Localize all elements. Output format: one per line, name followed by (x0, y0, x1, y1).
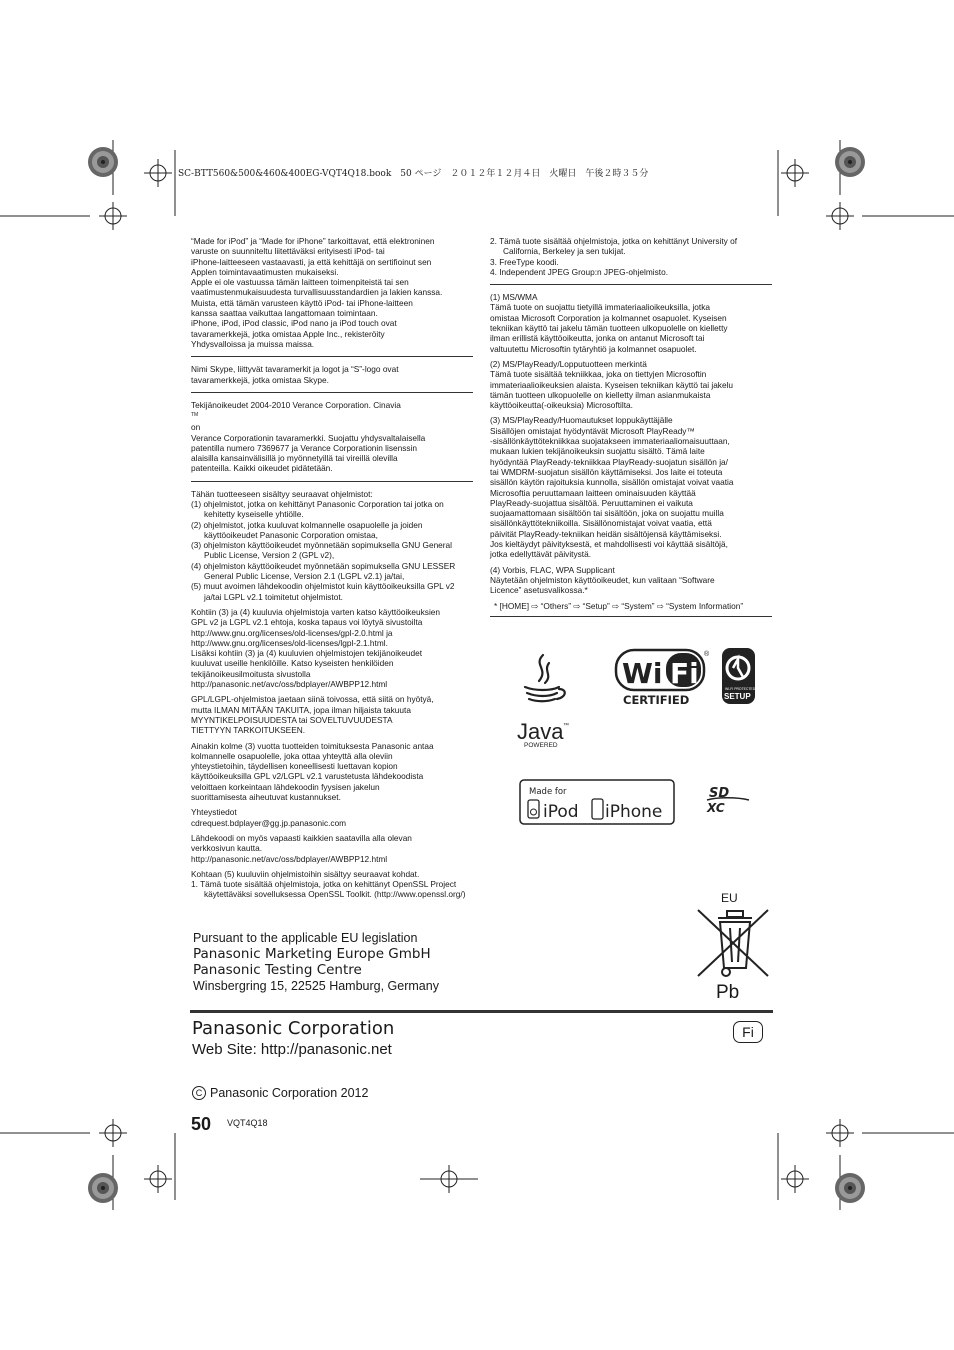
crosshair-icon (826, 202, 854, 230)
model-code: VQT4Q18 (227, 1118, 268, 1128)
footer-divider (190, 1010, 773, 1013)
free-source-notice: Lähdekoodi on myös vapaasti kaikkien saatavilla alla olevan verkkosivun kautta. http://panasonic.net/avc/oss/bdplayer/AWBPP12.html (191, 832, 412, 864)
svg-text:iPod: iPod (543, 802, 579, 822)
item5-intro: Kohtaan (5) kuuluviin ohjelmistoihin sisältyy seuraavat kohdat. (191, 868, 420, 879)
source-code-notice: Ainakin kolme (3) vuotta tuotteiden toimituksesta Panasonic antaa kolmannelle osapuolelle, joka ottaa yhteyttä alla oleviin yhteystietoihin, täydellisen koneellisesti luettavan kopion käyttöoikeuksilla GPL v2/LGPL v2.1 varustetusta lähdekoodista veloittaen korkeintaan lähdekoodin fyysisen jakelun suorittamisesta aiheutuvat kustannukset. (191, 740, 434, 803)
svg-text:Wi: Wi (622, 657, 663, 690)
section-divider (191, 356, 473, 357)
list-item: 4. Independent JPEG Group:n JPEG-ohjelmisto. (490, 266, 669, 277)
wps-setup-logo (720, 646, 760, 708)
list-item: 3. FreeType koodi. (490, 256, 559, 267)
sunburst-target-icon (88, 1173, 118, 1203)
skype-notice: Nimi Skype, liittyvät tavaramerkit ja logot ja “S”-logo ovat tavaramerkkejä, jotka omistaa Skype. (191, 364, 399, 385)
made-for-ipod-iphone-logo (518, 778, 678, 828)
weee-pb-label: Pb (716, 982, 740, 1003)
contact-info: Yhteystiedot cdrequest.bdplayer@gg.jp.panasonic.com (191, 807, 347, 828)
section-divider (191, 481, 473, 482)
language-badge: Fi (733, 1021, 763, 1043)
wifi-certified-logo (614, 646, 714, 710)
svg-text:Java: Java (517, 719, 564, 744)
crosshair-icon (144, 159, 172, 187)
item5-list-continued (490, 236, 772, 277)
svg-text:iPhone: iPhone (605, 802, 663, 822)
section-divider (191, 392, 473, 393)
playready-enduser-notice: (3) MS/PlayReady/Huomautukset loppukäyttäjälle Sisällöjen omistajat hyödyntävät Microsoft PlayReady™ -sisällönkäyttötekniikkaa suojatakseen immateriaaliomaisuuttaan, mukaan lukien tekijänoikeuksin suojattu sisältö. Tämä laite hyödyntää PlayReady-tekniikkaa PlayReady-suojatun sisällön ja/ tai WMDRM-suojatun sisällön käyttämiseksi. Jos laite ei toteuta sisällön käytön rajoituksia kunnolla, sisällön omistajat voivat vaatia Microsoftia peruuttamaan laitteen ominaisuuden käyttää PlayReady-suojattua sisältöä. Peruuttaminen ei vaikuta suojaamattomaan sisältöön tai sisältöön, joka on suojattu muilla sisällönkäyttötekniikoilla. Sisällönomistajat voivat vaatia, että päivität PlayReady-tekniikan heidän sisältöjensä käyttämiseksi. Jos kieltäydyt päivityksestä, et mahdollisesti voi käyttää sisältöjä, jotka edellyttävät päivitystä. (490, 415, 734, 560)
weee-eu-label: EU (721, 891, 738, 905)
section-divider (490, 284, 772, 285)
corporation-name: Panasonic Corporation (192, 1018, 395, 1039)
gpl-notice: Kohtiin (3) ja (4) kuuluvia ohjelmistoja varten katso käyttöoikeuksien GPL v2 ja LGPL v2.1 ehtoja, koska tapaus voi löytyä sivustoilta http://www.gnu.org/licenses/old-licenses/gpl-2.0.html ja http://www.gnu.org/licenses/old-licenses/lgpl-2.1.html. Lisäksi kohtiin (3) ja (4) kuuluvien ohjelmistojen tekijänoikeudet kuuluvat useille henkilöille. Katso kyseisten henkilöiden tekijänoikeusilmoitusta sivustolla http://panasonic.net/avc/oss/bdplayer/AWBPP12.html (191, 606, 441, 690)
section-divider (490, 616, 772, 617)
svg-text:Fi: Fi (670, 657, 699, 690)
svg-text:®: ® (704, 651, 710, 658)
page-number: 50 (191, 1114, 212, 1134)
svg-text:Made for: Made for (529, 787, 567, 797)
crossed-bin-icon (694, 906, 774, 984)
sunburst-target-icon (88, 147, 118, 177)
crosshair-icon (826, 1119, 854, 1147)
cinavia-notice: Tekijänoikeudet 2004-2010 Verance Corporation. Cinavia ™ on Verance Corporationin tavaramerkki. Suojattu yhdysvaltalaisella patentilla numero 7369677 ja Verance Corporationin lisenssin alaisilla kansainvälisillä jo myönnetyillä tai vireillä olevilla patenteilla. Kaikki oikeudet pidätetään. (191, 399, 426, 474)
java-logo (513, 651, 573, 751)
vorbis-notice: (4) Vorbis, FLAC, WPA Supplicant Näytetään ohjelmiston käyttöoikeudet, kun valitaan “Software Licence” asetusvalikossa.* (490, 564, 715, 596)
item5-list (191, 879, 473, 900)
svg-text:POWERED: POWERED (524, 742, 558, 749)
crosshair-icon (99, 202, 127, 230)
eu-representative: Pursuant to the applicable EU legislation Panasonic Marketing Europe GmbH Panasonic Testing Centre Winsbergring 15, 22525 Hamburg, Germany (193, 931, 439, 993)
crosshair-icon (99, 1119, 127, 1147)
list-item: (4) ohjelmiston käyttöoikeudet myönnetään sopimuksella GNU LESSER General Public License, Version 2.1 (LGPL v2.1) ja/tai, (191, 560, 456, 582)
list-item: 1. Tämä tuote sisältää ohjelmistoja, jotka on kehittänyt OpenSSL Project käytettäväksi sovelluksessa OpenSSL Toolkit. (http://www.openssl.org/) (191, 879, 466, 900)
ms-wma-notice: (1) MS/WMA Tämä tuote on suojattu tietyillä immateriaalioikeuksilla, jotka omistaa Microsoft Corporation ja kolmannet osapuolet. Kyseisen tekniikan käyttö tai jakelu tämän tuotteen ulkopuolelle on kielletty ilman erillistä käyttöoikeutta, jonka on antanut Microsoft tai valtuutettu Microsoftin tytäryhtiö ja kolmannet osapuolet. (490, 292, 728, 354)
crosshair-icon (781, 159, 809, 187)
list-item: 2. Tämä tuote sisältää ohjelmistoja, jotka on kehittänyt University of California, Berkeley ja sen tukijat. (490, 236, 738, 257)
apple-notice: “Made for iPod” ja “Made for iPhone” tarkoittavat, että elektroninen varuste on suunniteltu liitettäväksi erityisesti iPod- tai iPhone-laitteeseen vastaavasti, ja että kehittäjä on sertifioinut sen Applen toimintavaatimusten mukaiseksi. Apple ei ole vastuussa tämän laitteen toimenpiteistä tai sen vaatimustenmukaisuudesta turvallisuusstandardien ja lakien kanssa. Muista, että tämän varusteen käyttö iPod- tai iPhone-laitteen kanssa saattaa vaikuttaa langattomaan toimintaan. iPhone, iPod, iPod classic, iPod nano ja iPod touch ovat tavaramerkkejä, jotka omistaa Apple Inc., rekisteröity Yhdysvalloissa ja muissa maissa. (191, 236, 443, 349)
copyright-notice: C Panasonic Corporation 2012 (192, 1086, 368, 1100)
left-column (191, 236, 473, 905)
right-column (490, 236, 772, 624)
list-item: (5) muut avoimen lähdekoodin ohjelmistot kuin käyttöoikeuksilla GPL v2 ja/tai LGPL v2.1 toimitetut ohjelmistot. (191, 581, 455, 602)
software-list (191, 499, 473, 602)
footnote (490, 601, 772, 611)
svg-text:SD: SD (709, 786, 730, 801)
svg-text:SETUP: SETUP (724, 692, 751, 701)
list-item: (2) ohjelmistot, jotka kuuluvat kolmannelle osapuolelle ja joiden käyttöoikeudet Panasonic Corporation omistaa, (191, 519, 423, 540)
svg-text:CERTIFIED: CERTIFIED (623, 693, 690, 707)
software-intro: Tähän tuotteeseen sisältyy seuraavat ohjelmistot: (191, 488, 373, 499)
sunburst-target-icon (835, 1173, 865, 1203)
crosshair-icon (781, 1165, 809, 1193)
playready-marking-notice: (2) MS/PlayReady/Lopputuotteen merkintä Tämä tuote sisältää tekniikkaa, joka on tiettyjen Microsoftin immateriaalioikeuksien alaista. Kyseisen tekniikan käyttö tai jakelu tämän tuotteen ulkopuolelle on kielletty ilman asianmukaista käyttöoikeutta(-oikeuksia) Microsoftilta. (490, 358, 734, 411)
warranty-notice: GPL/LGPL-ohjelmistoa jaetaan siinä toivossa, että siitä on hyötyä, mutta ILMAN MITÄÄN TAKUITA, jopa ilman hiljaista takuuta MYYNTIKELPOISUUDESTA tai SOVELTUVUUDESTA TIETTYYN TARKOITUKSEEN. (191, 694, 434, 736)
svg-text:XC: XC (707, 801, 725, 815)
list-item: (1) ohjelmistot, jotka on kehittänyt Panasonic Corporation tai jotka on kehitetty kyseiselle yhtiölle. (191, 499, 444, 520)
book-file-info: SC-BTT560&500&460&400EG-VQT4Q18.book 50 ページ ２０１２年１２月４日 火曜日 午後２時３５分 (178, 169, 649, 179)
sdxc-logo (703, 783, 753, 819)
crosshair-icon (144, 1165, 172, 1193)
svg-text:WI-FI PROTECTED: WI-FI PROTECTED (725, 687, 756, 691)
list-item: * [HOME] ⇨ “Others” ⇨ “Setup” ⇨ “System” ⇨ “System Information” (494, 600, 744, 611)
website-url: Web Site: http://panasonic.net (192, 1041, 392, 1058)
list-item: (3) ohjelmiston käyttöoikeudet myönnetään sopimuksella GNU General Public License, Version 2 (GPL v2), (191, 540, 453, 561)
svg-text:™: ™ (563, 723, 569, 729)
copyright-icon: C (192, 1086, 206, 1100)
sunburst-target-icon (835, 147, 865, 177)
